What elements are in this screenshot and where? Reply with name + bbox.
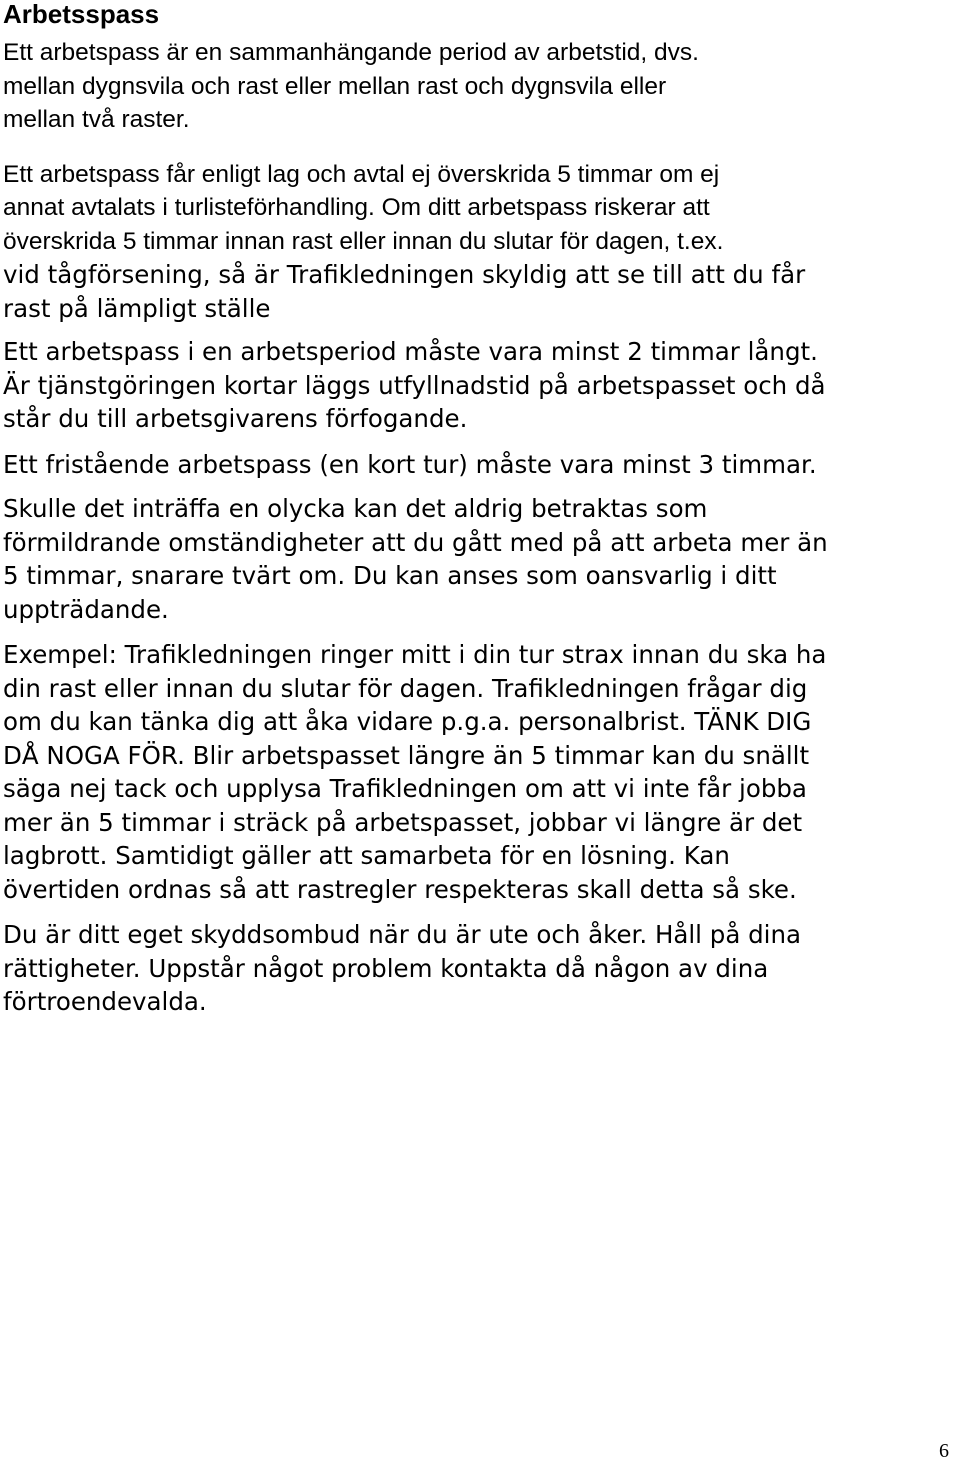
- paragraph-line: överskrida 5 timmar innan rast eller innan du slutar för dagen, t.ex.: [3, 227, 724, 255]
- paragraph-line: DÅ NOGA FÖR. Blir arbetspasset längre än 5 timmar kan du snällt: [3, 740, 810, 770]
- paragraph-line: annat avtalats i turlisteförhandling. Om ditt arbetspass riskerar att: [3, 194, 710, 221]
- paragraph-line: om du kan tänka dig att åka vidare p.g.a. personalbrist. TÄNK DIG: [3, 707, 812, 736]
- document-page: [3, 0, 955, 1019]
- paragraph-line: säga nej tack och upplysa Trafikledningen om att vi inte får jobba: [3, 774, 807, 803]
- paragraph-line: Ett arbetspass får enligt lag och avtal ej överskrida 5 timmar om ej: [3, 160, 720, 188]
- paragraph-line: Exempel: Trafikledningen ringer mitt i din tur strax innan du ska ha: [3, 640, 827, 669]
- paragraph-line: din rast eller innan du slutar för dagen. Trafikledningen frågar dig: [3, 673, 808, 703]
- paragraph-line: Du är ditt eget skyddsombud när du är ute och åker. Håll på dina: [3, 920, 802, 949]
- paragraph-safety-rep: [3, 918, 955, 1019]
- page-number: 6: [939, 1440, 949, 1462]
- paragraph-example: [3, 638, 955, 906]
- paragraph-line: förtroendevalda.: [3, 987, 207, 1016]
- page-heading: Arbetsspass: [3, 0, 160, 29]
- paragraph-line: mer än 5 timmar i sträck på arbetspasset, jobbar vi längre är det: [3, 807, 803, 837]
- paragraph-delay: [3, 258, 955, 325]
- paragraph-definition: [3, 36, 955, 137]
- paragraph-line: mellan dygnsvila och rast eller mellan rast och dygnsvila eller: [3, 72, 667, 100]
- paragraph-standalone: [3, 448, 955, 482]
- paragraph-line: rast på lämpligt ställe: [3, 293, 271, 323]
- paragraph-line: står du till arbetsgivarens förfogande.: [3, 404, 468, 433]
- paragraph-line: övertiden ordnas så att rastregler respekteras skall detta så ske.: [3, 874, 797, 904]
- paragraph-line: uppträdande.: [3, 594, 169, 624]
- paragraph-line: lagbrott. Samtidigt gäller att samarbeta för en lösning. Kan: [3, 841, 730, 870]
- paragraph-line: Skulle det inträffa en olycka kan det aldrig betraktas som: [3, 494, 708, 523]
- paragraph-line: vid tågförsening, så är Trafikledningen skyldig att se till att du får: [3, 260, 806, 289]
- paragraph-line: Ett arbetspass är en sammanhängande period av arbetstid, dvs.: [3, 39, 699, 66]
- paragraph-line: rättigheter. Uppstår något problem kontakta då någon av dina: [3, 953, 769, 983]
- paragraph-line: mellan två raster.: [3, 106, 190, 133]
- paragraph-accident: [3, 492, 955, 626]
- paragraph-line: Är tjänstgöringen kortar läggs utfyllnadstid på arbetspasset och då: [3, 370, 826, 400]
- paragraph-minimum-length: [3, 335, 955, 436]
- paragraph-line: 5 timmar, snarare tvärt om. Du kan anses som oansvarlig i ditt: [3, 561, 777, 590]
- paragraph-line: förmildrande omständigheter att du gått med på att arbeta mer än: [3, 527, 828, 557]
- paragraph-line: Ett arbetspass i en arbetsperiod måste vara minst 2 timmar långt.: [3, 337, 818, 366]
- paragraph-limit: [3, 158, 955, 259]
- paragraph-line: Ett fristående arbetspass (en kort tur) måste vara minst 3 timmar.: [3, 449, 817, 479]
